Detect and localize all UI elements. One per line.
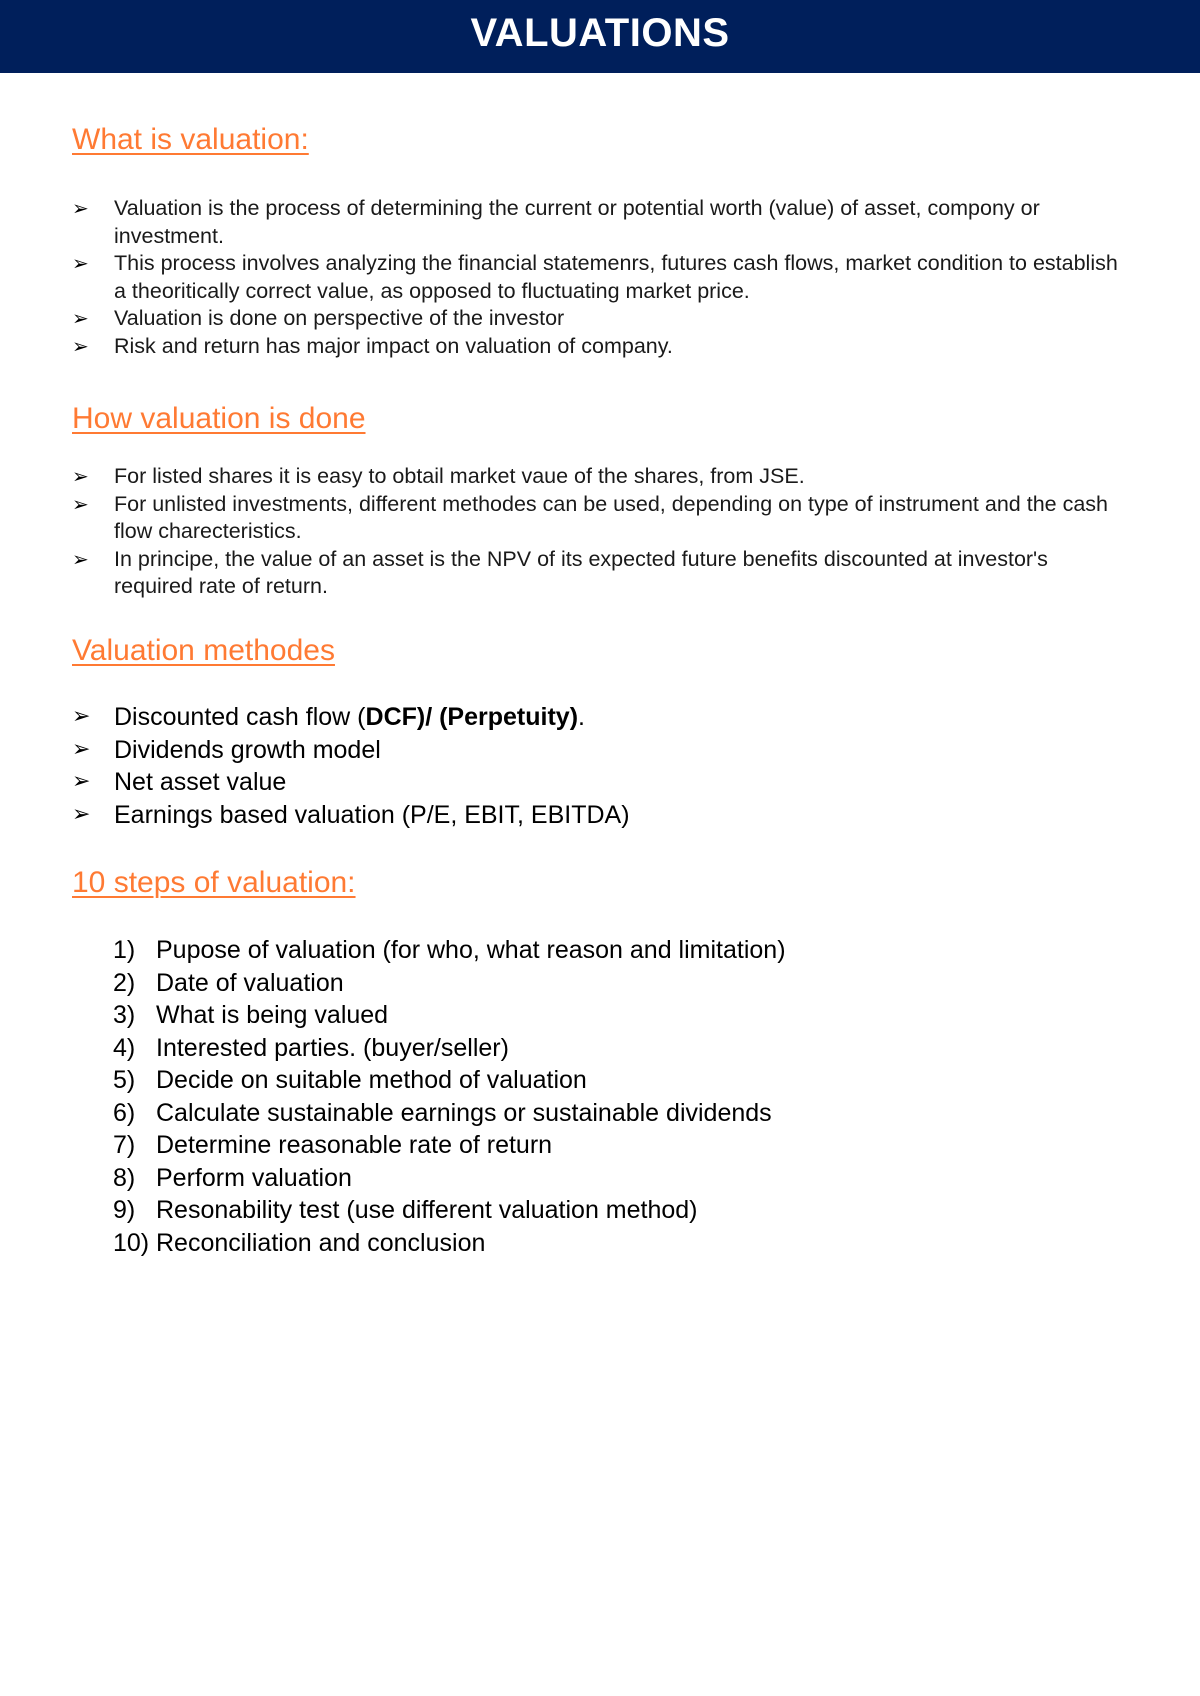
heading-what-is-valuation: What is valuation: xyxy=(72,123,309,156)
list-item: 9) Resonability test (use different valuation method) xyxy=(113,1196,698,1224)
list-how-valuation-is-done xyxy=(72,463,1132,601)
arrow-bullet-icon: ➢ xyxy=(72,491,89,516)
list-item: 6) Calculate sustainable earnings or sustainable dividends xyxy=(113,1098,772,1127)
arrow-bullet-icon: ➢ xyxy=(72,801,91,827)
list-item: 10) Reconciliation and conclusion xyxy=(113,1228,486,1257)
arrow-bullet-icon: ➢ xyxy=(72,704,91,729)
list-item: ➢ This process involves analyzing the financial statemenrs, futures cash flows, market condition to establish a theoritically correct value, as opposed to fluctuating market price. xyxy=(72,251,1118,303)
list-item: 3) What is being valued xyxy=(113,1001,389,1029)
arrow-bullet-icon: ➢ xyxy=(72,306,89,330)
arrow-bullet-icon: ➢ xyxy=(72,736,91,762)
heading-how-valuation-is-done: How valuation is done xyxy=(72,402,366,435)
arrow-bullet-icon: ➢ xyxy=(72,333,89,358)
list-item: 1) Pupose of valuation (for who, what reason and limitation) xyxy=(113,936,786,964)
arrow-bullet-icon: ➢ xyxy=(72,464,89,488)
list-what-is-valuation xyxy=(72,195,1132,360)
heading-valuation-methodes: Valuation methodes xyxy=(72,634,335,667)
list-item: ➢ Valuation is done on perspective of the investor xyxy=(72,305,1132,333)
heading-10-steps: 10 steps of valuation: xyxy=(72,866,356,899)
list-10-steps xyxy=(113,934,1113,1259)
list-item: ➢ Discounted cash flow (DCF)/ (Perpetuity). xyxy=(72,701,1132,734)
list-item: ➢ Earnings based valuation (P/E, EBIT, EBITDA) xyxy=(72,799,1132,832)
list-item: 8) Perform valuation xyxy=(113,1163,352,1192)
list-item: ➢ Dividends growth model xyxy=(72,734,1132,767)
arrow-bullet-icon: ➢ xyxy=(72,251,89,275)
list-item: ➢ Risk and return has major impact on valuation of company. xyxy=(72,333,1132,361)
list-item: ➢ For unlisted investments, different methodes can be used, depending on type of instrument and the cash flow charecteristics. xyxy=(72,491,1108,543)
list-item: ➢ Valuation is the process of determining the current or potential worth (value) of asset, compony or investment. xyxy=(72,196,1040,248)
list-item: 5) Decide on suitable method of valuation xyxy=(113,1066,587,1094)
list-item: ➢ In principe, the value of an asset is the NPV of its expected future benefits discounted at investor's required rate of return. xyxy=(72,546,1048,598)
title-bar xyxy=(0,0,1200,73)
arrow-bullet-icon: ➢ xyxy=(72,196,89,220)
list-item: 4) Interested parties. (buyer/seller) xyxy=(113,1033,509,1062)
list-item: 2) Date of valuation xyxy=(113,968,344,997)
list-valuation-methodes xyxy=(72,701,1132,831)
list-item: ➢ For listed shares it is easy to obtail market vaue of the shares, from JSE. xyxy=(72,463,1132,491)
list-item: ➢ Net asset value xyxy=(72,766,1132,799)
arrow-bullet-icon: ➢ xyxy=(72,546,89,571)
page-title: VALUATIONS xyxy=(470,11,730,55)
list-item: 7) Determine reasonable rate of return xyxy=(113,1131,553,1159)
arrow-bullet-icon: ➢ xyxy=(72,769,91,794)
